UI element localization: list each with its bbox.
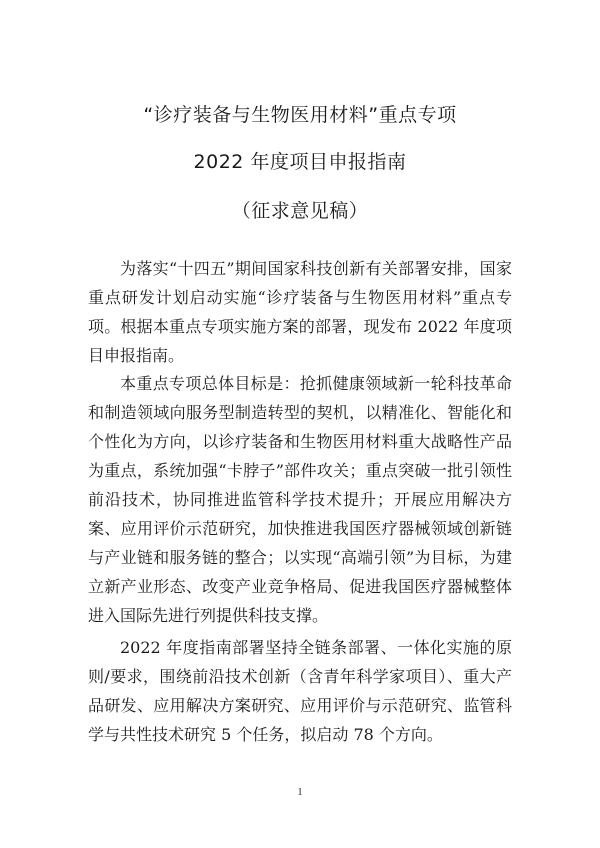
document-subtitle: 2022 年度项目申报指南	[193, 151, 407, 173]
draft-label: （征求意见稿）	[231, 200, 369, 222]
paragraph-deployment: 2022 年度指南部署坚持全链条部署、一体化实施的原则/要求，围绕前沿技术创新（含青年科学家项目）、重大产品研发、应用解决方案研究、应用评价与示范研究、监管科学与共性技术研究 5 个任务，拟启动 78 个方向。	[88, 638, 512, 744]
document-title: “诊疗装备与生物医用材料”重点专项	[143, 104, 457, 126]
page-number: 1	[297, 786, 303, 798]
paragraph-goals: 本重点专项总体目标是：抢抓健康领域新一轮科技革命和制造领域向服务型制造转型的契机，以精准化、智能化和个性化为方向，以诊疗装备和生物医用材料重大战略性产品为重点，系统加强“卡脖子”部件攻关；重点突破一批引领性前沿技术，协同推进监管科学技术提升；开展应用解决方案、应用评价示范研究，加快推进我国医疗器械领域创新链与产业链和服务链的整合；以实现“高端引领”为目标，为建立新产业形态、改变产业竞争格局、促进我国医疗器械整体进入国际先进行列提供科技支撑。	[88, 374, 512, 625]
paragraph-intro: 为落实“十四五”期间国家科技创新有关部署安排，国家重点研发计划启动实施“诊疗装备与生物医用材料”重点专项。根据本重点专项实施方案的部署，现发布 2022 年度项目申报指南。	[88, 259, 512, 365]
